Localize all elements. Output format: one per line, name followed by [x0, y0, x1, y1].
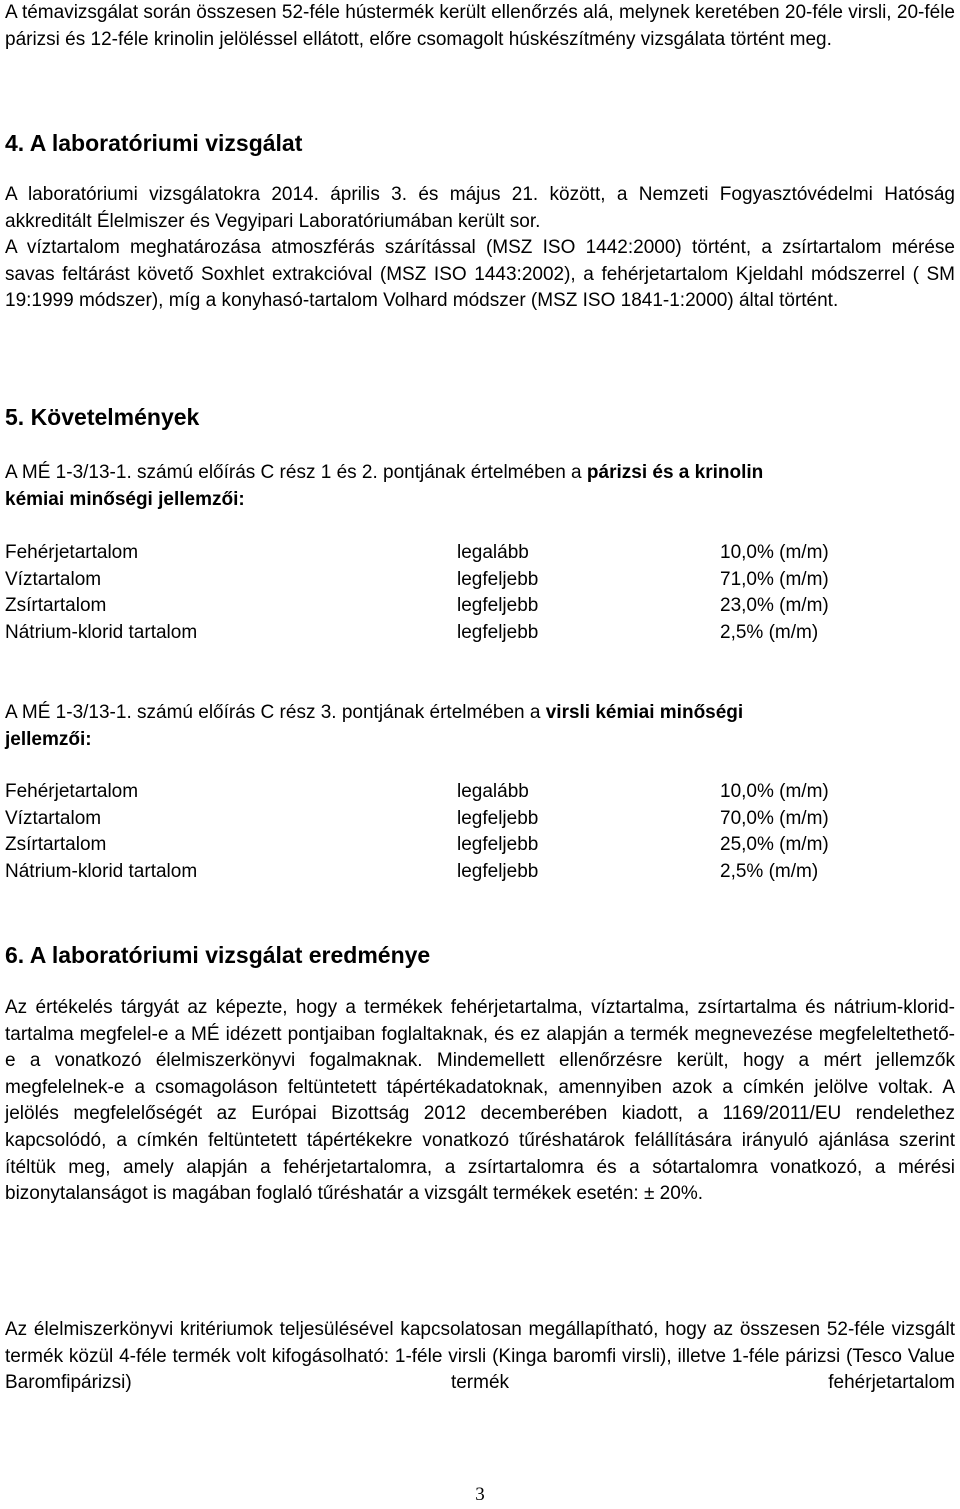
limit-value: 71,0% (m/m)	[720, 568, 829, 590]
requirement-1	[5, 460, 955, 513]
limit-value: 23,0% (m/m)	[720, 595, 829, 616]
section-4-paragraph-2: A víztartalom meghatározása atmoszférás szárítással (MSZ ISO 1442:2000) történt, a zsírtartalom mérése savas feltárást követő Soxhlet extrakcióval (MSZ ISO 1443:2002), a fehérjetartalom Kjeldahl módszerrel ( SM 19:1999 módszer), míg a konyhasó-tartalom Volhard módszer (MSZ ISO 1841-1:2000) által történt.	[5, 237, 955, 312]
requirements-table-parizsi	[5, 540, 920, 646]
limit-value: 10,0% (m/m)	[720, 542, 829, 563]
nutrient-name: Víztartalom	[5, 568, 102, 590]
page-number: 3	[475, 1484, 485, 1505]
section-4-heading: 4. A laboratóriumi vizsgálat	[5, 130, 303, 156]
nutrient-name: Fehérjetartalom	[5, 542, 139, 563]
table-row	[5, 806, 920, 833]
section-6-heading: 6. A laboratóriumi vizsgálat eredménye	[5, 942, 431, 968]
table-row	[5, 593, 920, 620]
limit-value: 2,5% (m/m)	[720, 621, 819, 643]
requirement-2-prefix: A MÉ 1-3/13-1. számú előírás C rész 3. pontjának értelmében a	[5, 702, 546, 723]
table-row	[5, 540, 920, 567]
nutrient-name: Zsírtartalom	[5, 834, 107, 855]
limit-value: 25,0% (m/m)	[720, 834, 829, 855]
limit-type: legfeljebb	[457, 834, 539, 855]
nutrient-name: Zsírtartalom	[5, 595, 107, 616]
nutrient-name: Víztartalom	[5, 807, 102, 829]
limit-type: legalább	[457, 781, 529, 802]
section-6-paragraph-1: Az értékelés tárgyát az képezte, hogy a termékek fehérjetartalma, víztartalma, zsírtartalma és nátrium-klorid-tartalma megfelel-e a MÉ idézett pontjaiban foglaltaknak, és ez alapján a termék megnevezése megfeleltethető-e a vonatkozó élelmiszerkönyvi fogalmaknak. Mindemellett ellenőrzésre került, hogy a mért jellemzők megfelelnek-e a csomagoláson feltüntetett tápértékadatoknak, amennyiben azok a címkén jelölve voltak. A jelölés megfelelőségét az Európai Bizottság 2012 decemberében kiadott, a 1169/2011/EU rendelethez kapcsolódó, a címkén feltüntetett tápértékekre vonatkozó tűréshatárok felállítására irányuló ajánlása szerint ítéltük meg, amely alapján a fehérjetartalomra, a zsírtartalomra és a sótartalomra vonatkozó, a mérési bizonytalanságot is magában foglaló tűréshatár a vizsgált termékek esetén: ± 20%.	[5, 997, 955, 1205]
section-4-paragraph-1: A laboratóriumi vizsgálatokra 2014. április 3. és május 21. között, a Nemzeti Fogyasztóvédelmi Hatóság akkreditált Élelmiszer és Vegyipari Laboratóriumában került sor.	[5, 184, 955, 232]
requirement-1-bold: párizsi és a krinolin	[586, 462, 764, 483]
limit-type: legfeljebb	[457, 595, 539, 616]
nutrient-name: Fehérjetartalom	[5, 781, 139, 802]
table-row	[5, 620, 920, 647]
table-row	[5, 567, 920, 594]
table-row	[5, 859, 920, 886]
table-row	[5, 779, 920, 806]
limit-value: 70,0% (m/m)	[720, 807, 829, 829]
intro-paragraph: A témavizsgálat során összesen 52-féle hústermék került ellenőrzés alá, melynek keretében 20-féle virsli, 20-féle párizsi és 12-féle krinolin jelöléssel ellátott, előre csomagolt húskészítmény vizsgálata történt meg.	[5, 2, 955, 50]
section-5-heading: 5. Követelmények	[5, 404, 200, 430]
limit-value: 2,5% (m/m)	[720, 860, 819, 882]
nutrient-name: Nátrium-klorid tartalom	[5, 621, 198, 643]
limit-type: legfeljebb	[457, 621, 539, 643]
requirements-table-virsli	[5, 779, 920, 885]
limit-value: 10,0% (m/m)	[720, 781, 829, 802]
limit-type: legalább	[457, 542, 529, 563]
section-6-paragraph-2: Az élelmiszerkönyvi kritériumok teljesülésével kapcsolatosan megállapítható, hogy az összesen 52-féle vizsgált termék közül 4-féle termék volt kifogásolható: 1-féle virsli (Kinga baromfi virsli), illetve 1-féle párizsi (Tesco Value Baromfipárizsi) termék fehérjetartalom	[5, 1319, 955, 1394]
nutrient-name: Nátrium-klorid tartalom	[5, 860, 198, 882]
limit-type: legfeljebb	[457, 807, 539, 829]
requirement-2-bold-2: jellemzői:	[5, 728, 92, 750]
table-row	[5, 832, 920, 859]
requirement-1-bold-2: kémiai minőségi jellemzői:	[5, 488, 245, 510]
limit-type: legfeljebb	[457, 568, 539, 590]
requirement-2	[5, 700, 955, 753]
requirement-2-bold: virsli kémiai minőségi	[545, 702, 744, 723]
limit-type: legfeljebb	[457, 860, 539, 882]
requirement-1-prefix: A MÉ 1-3/13-1. számú előírás C rész 1 és 2. pontjának értelmében a	[5, 462, 587, 483]
